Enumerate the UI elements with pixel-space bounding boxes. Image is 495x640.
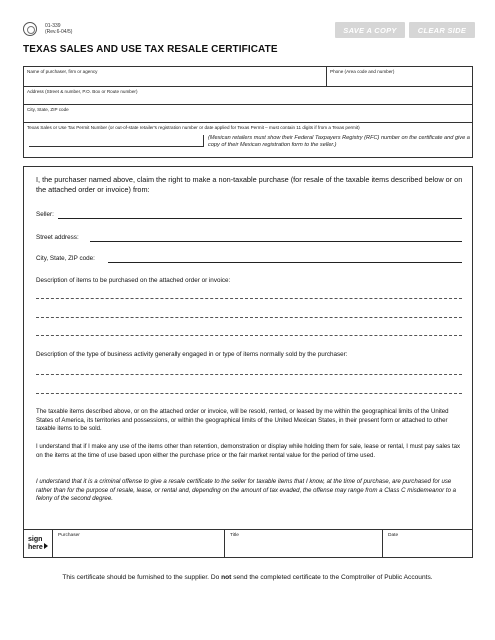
purchaser-info-box	[23, 66, 473, 158]
items-description-line[interactable]	[36, 317, 462, 318]
items-description-line[interactable]	[36, 335, 462, 336]
seller-input[interactable]	[58, 218, 462, 219]
sign-here-bottom: here	[28, 544, 43, 551]
footer-text-before: This certificate should be furnished to the supplier. Do	[62, 574, 222, 581]
criminal-offense-statement-text: I understand that it is a criminal offense to give a resale certificate to the seller for taxable items that I know, at the time of purchase, are purchased for use rather than for the purpose of resale, lease, or rental and, depending on the amount of tax evaded, the offense may range from a Class C misdemeanor to a felony of the second degree.	[36, 478, 457, 503]
business-description-label: Description of the type of business activity generally engaged in or type of items normally sold by the purchaser:	[36, 351, 348, 358]
phone-label: Phone (Area code and number)	[330, 69, 395, 74]
business-description-line[interactable]	[36, 393, 462, 394]
claim-intro-text: I, the purchaser named above, claim the right to make a non-taxable purchase (for resale of the taxable items described below or on the attached order or invoice) from:	[36, 175, 463, 194]
seller-label: Seller:	[36, 211, 54, 218]
title-label: Title	[230, 533, 239, 538]
permit-number-row	[24, 123, 472, 159]
seller-city-input[interactable]	[108, 262, 462, 263]
save-copy-button[interactable]: SAVE A COPY	[335, 22, 405, 38]
footer-note	[0, 574, 495, 581]
items-description-label: Description of items to be purchased on the attached order or invoice:	[36, 277, 231, 284]
comptroller-seal-icon	[23, 22, 37, 36]
purchaser-signature-label: Purchaser	[58, 533, 80, 538]
city-state-zip-field[interactable]	[24, 105, 472, 123]
date-label: Date	[388, 533, 399, 538]
business-description-line[interactable]	[36, 374, 462, 375]
permit-number-input[interactable]	[29, 135, 204, 147]
form-revision-text: (Rev.6-04/5)	[45, 29, 73, 35]
permit-number-label: Texas Sales or Use Tax Permit Number (or out-of-state retailer's registration number or date applied for Texas Permit – must contain 11 digits if from a Texas permit)	[27, 125, 360, 130]
purchaser-name-row[interactable]	[24, 67, 472, 87]
items-description-line[interactable]	[36, 298, 462, 299]
form-number-text: 01-339	[45, 23, 61, 29]
phone-field[interactable]	[326, 67, 474, 86]
address-label: Address (Street & number, P.O. Box or Route number)	[27, 89, 138, 94]
form-number	[45, 23, 72, 35]
clear-side-button[interactable]: CLEAR SIDE	[409, 22, 475, 38]
page-title: TEXAS SALES AND USE TAX RESALE CERTIFICATE	[23, 44, 278, 55]
city-state-zip-label: City, State, ZIP code	[27, 107, 69, 112]
resale-statement-text: The taxable items described above, or on the attached order or invoice, will be resold, rented, or leased by me within the geographical limits of the United States of America, its territories and possessions, or within the geographical limits of the United Mexican States, in their present form or attached to other taxable items to be sold.	[36, 408, 449, 433]
use-tax-statement-text: I understand that if I make any use of the items other than retention, demonstration or display while holding them for sale, lease or rental, I must pay sales tax on the items at the time of use based upon either the purchase price or the fair market rental value for the period of time used.	[36, 443, 461, 459]
sign-here-icon	[28, 536, 50, 556]
address-field[interactable]	[24, 87, 472, 105]
resale-claim-box	[23, 166, 473, 530]
purchaser-signature-field	[224, 530, 225, 558]
mexican-retailer-note: (Mexican retailers must show their Federal Taxpayers Registry (RFC) number on the certificate and give a copy of their Mexican registration form to the seller.)	[208, 135, 470, 148]
sign-here-top: sign	[28, 536, 43, 543]
street-address-label: Street address:	[36, 234, 79, 241]
title-field	[382, 530, 383, 558]
signature-row	[23, 530, 473, 558]
footer-text-after: send the completed certificate to the Comptroller of Public Accounts.	[231, 574, 433, 581]
footer-text-bold: not	[221, 574, 232, 581]
seller-city-label: City, State, ZIP code:	[36, 255, 95, 262]
purchaser-name-label: Name of purchaser, firm or agency	[27, 69, 98, 74]
form-header	[23, 22, 473, 44]
street-address-input[interactable]	[90, 241, 462, 242]
